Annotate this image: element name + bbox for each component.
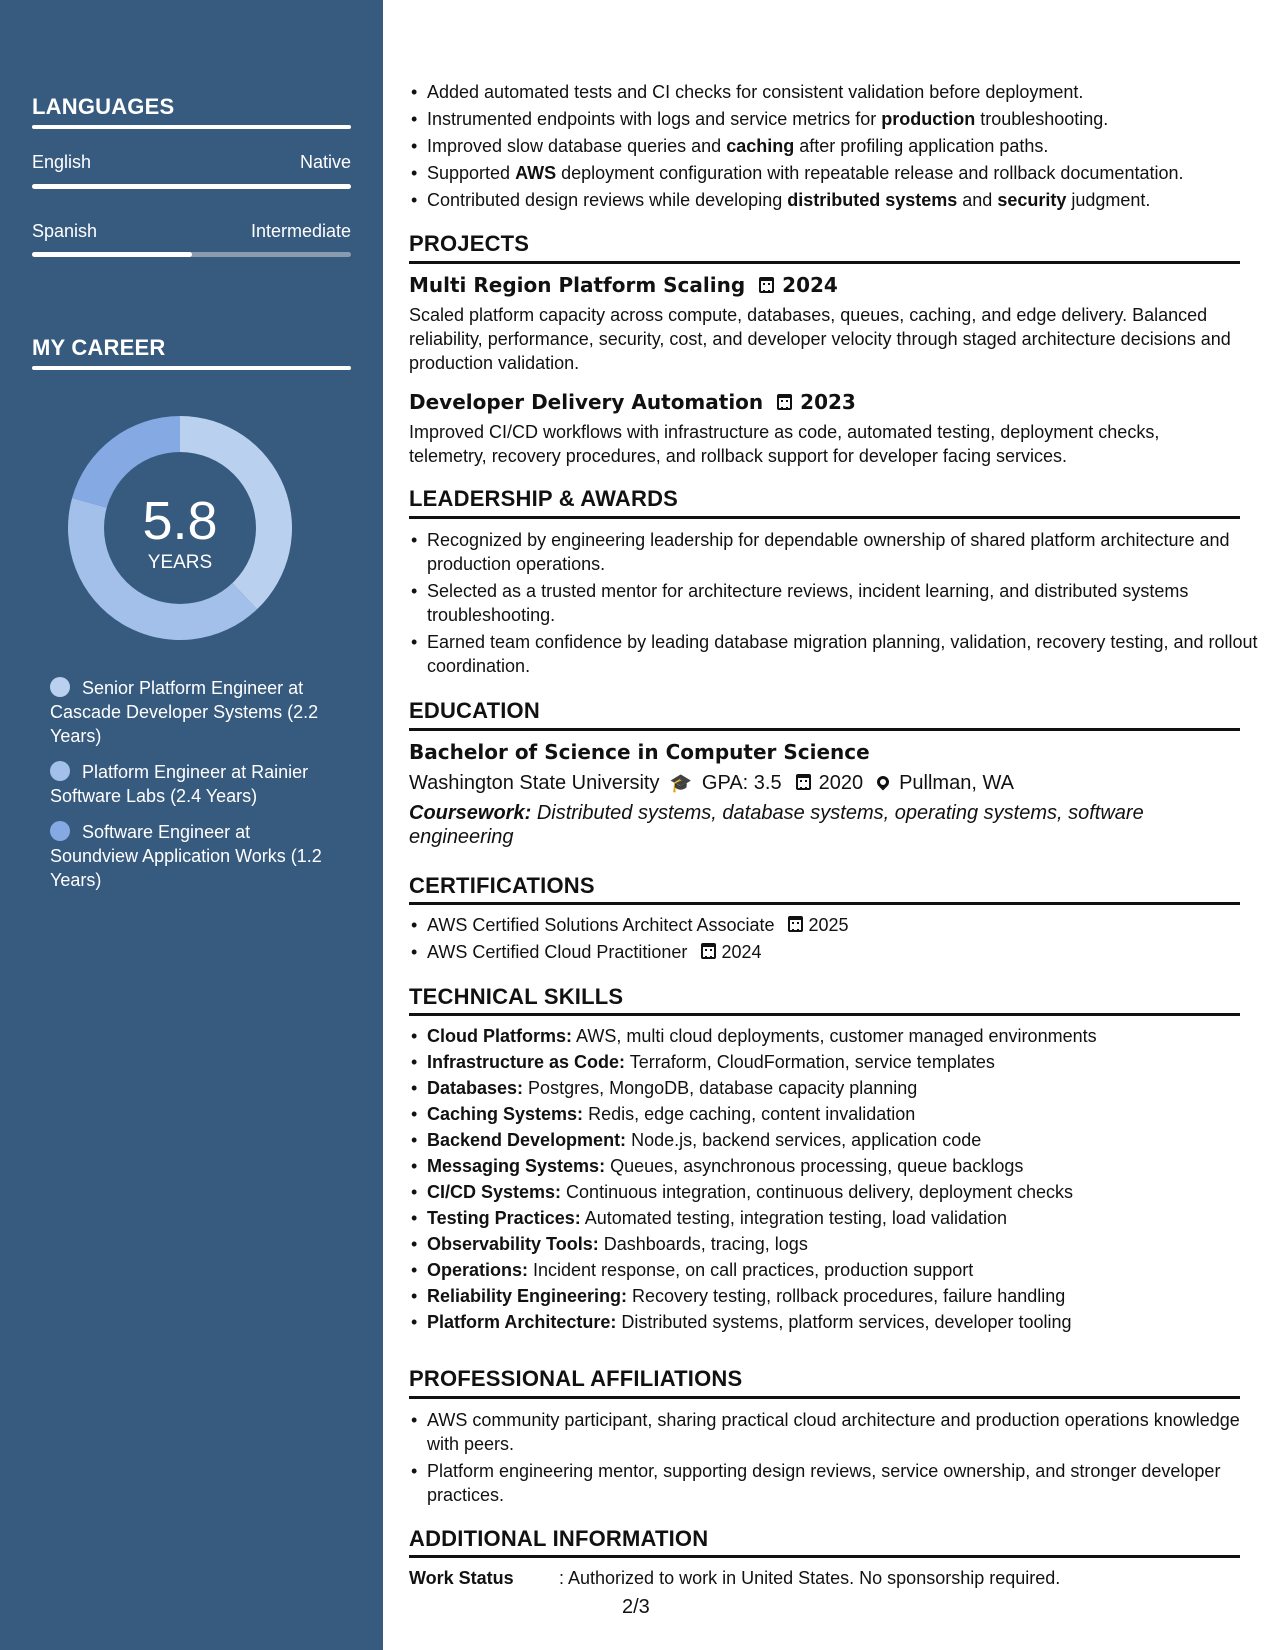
bold-keyword: distributed systems [787, 190, 958, 210]
skill-label: Testing Practices: [427, 1208, 581, 1228]
skill-value: Redis, edge caching, content invalidation [583, 1104, 916, 1124]
project-description: Improved CI/CD workflows with infrastructure as code, automated testing, deployment checks, telemetry, recovery procedures, and rollback support for developer facing services. [409, 422, 1160, 466]
skill-value: Continuous integration, continuous delivery, deployment checks [561, 1182, 1074, 1202]
career-item-label: Software Engineer at Soundview Application Works (1.2 Years) [50, 822, 322, 890]
language-bar-english [32, 184, 351, 189]
career-rule [32, 366, 351, 370]
bold-keyword: AWS [515, 163, 557, 183]
bullet-dot-icon [50, 761, 70, 781]
affiliations-rule [409, 1396, 1240, 1399]
skill-value: Distributed systems, platform services, developer tooling [616, 1312, 1072, 1332]
career-item-label: Senior Platform Engineer at Cascade Developer Systems (2.2 Years) [50, 678, 319, 746]
degree-title: Bachelor of Science in Computer Science [409, 740, 870, 764]
career-item [50, 676, 340, 748]
project-year: 2024 [782, 273, 838, 297]
project-description: Scaled platform capacity across compute, databases, queues, caching, and edge delivery. Balanced reliability, performance, security, cost, and developer velocity through staged architecture decisions and production validation. [409, 305, 1231, 373]
career-total-value: 5.8 [142, 491, 218, 551]
text-fragment: judgment. [1066, 190, 1151, 210]
skill-label: Messaging Systems: [427, 1156, 606, 1176]
calendar-icon [759, 277, 774, 293]
location-pin-icon [875, 774, 892, 791]
coursework [409, 801, 1241, 849]
language-bar-fill [32, 184, 351, 189]
skills-rule [409, 1013, 1240, 1016]
language-row-english [32, 152, 351, 173]
certifications-rule [409, 902, 1240, 905]
project-title-row [409, 273, 1241, 297]
career-donut-chart [66, 414, 294, 642]
list-item [427, 1154, 1259, 1178]
language-level: Intermediate [250, 221, 351, 241]
project-title: Developer Delivery Automation [409, 390, 764, 414]
skill-value: Recovery testing, rollback procedures, failure handling [627, 1286, 1066, 1306]
project-title-row [409, 390, 1241, 414]
list-item [427, 1258, 1259, 1282]
skills-list [409, 1024, 1259, 1336]
list-item [427, 1180, 1259, 1204]
list-item [427, 940, 1259, 964]
project-year: 2023 [800, 390, 856, 414]
skill-label: CI/CD Systems: [427, 1182, 562, 1202]
cert-year: 2024 [721, 942, 762, 962]
certifications-heading: CERTIFICATIONS [409, 873, 595, 898]
skill-label: Reliability Engineering: [427, 1286, 628, 1306]
affiliations-list [409, 1408, 1259, 1510]
graduation-year: 2020 [818, 772, 864, 794]
work-status-label: Work Status [409, 1568, 514, 1588]
graduation-cap-icon: 🎓 [669, 773, 692, 793]
bold-keyword: security [997, 190, 1067, 210]
career-item [50, 760, 340, 808]
text-fragment: and [957, 190, 998, 210]
career-list [50, 676, 340, 904]
skill-label: Infrastructure as Code: [427, 1052, 626, 1072]
list-item [427, 1232, 1259, 1256]
bold-keyword: caching [726, 136, 795, 156]
school-name: Washington State University [409, 772, 660, 794]
skill-label: Observability Tools: [427, 1234, 599, 1254]
languages-heading: LANGUAGES [32, 94, 175, 119]
leadership-list [409, 528, 1259, 681]
projects-heading: PROJECTS [409, 231, 530, 256]
list-item [427, 1206, 1259, 1230]
text-fragment: Added automated tests and CI checks for consistent validation before deployment. [427, 82, 1084, 102]
gpa: GPA: 3.5 [701, 772, 782, 794]
list-item [427, 1284, 1259, 1308]
projects-rule [409, 261, 1240, 264]
list-item [427, 1076, 1259, 1100]
work-status-value: : Authorized to work in United States. No sponsorship required. [559, 1568, 1061, 1588]
skill-label: Databases: [427, 1078, 524, 1098]
cert-name: AWS Certified Cloud Practitioner [427, 942, 688, 962]
list-item [427, 1310, 1259, 1334]
skill-label: Backend Development: [427, 1130, 627, 1150]
skill-value: Automated testing, integration testing, load validation [580, 1208, 1008, 1228]
work-status-row [409, 1566, 1241, 1590]
skill-value: Incident response, on call practices, production support [528, 1260, 974, 1280]
project-title: Multi Region Platform Scaling [409, 273, 746, 297]
bullet-dot-icon [50, 821, 70, 841]
text-fragment: after profiling application paths. [794, 136, 1049, 156]
calendar-icon [701, 943, 716, 959]
calendar-icon [788, 916, 803, 932]
language-row-spanish [32, 221, 351, 242]
text-fragment: Contributed design reviews while developing [427, 190, 788, 210]
certifications-list [409, 913, 1259, 967]
language-bar-fill [32, 252, 192, 257]
skill-value: Postgres, MongoDB, database capacity planning [523, 1078, 918, 1098]
text-fragment: Improved slow database queries and [427, 136, 727, 156]
cert-year: 2025 [808, 915, 849, 935]
list-item [427, 134, 1259, 158]
language-name: English [32, 152, 92, 172]
page-number: 2/3 [622, 1596, 650, 1618]
language-bar-spanish [32, 252, 351, 257]
list-item [427, 161, 1259, 185]
sidebar [0, 0, 383, 1650]
location: Pullman, WA [899, 772, 1014, 794]
coursework-label: Coursework: [409, 802, 532, 824]
list-item [427, 188, 1259, 212]
language-level: Native [299, 152, 351, 172]
calendar-icon [796, 774, 811, 790]
skill-value: AWS, multi cloud deployments, customer managed environments [572, 1026, 1097, 1046]
skill-label: Cloud Platforms: [427, 1026, 573, 1046]
education-details [409, 771, 1241, 795]
skills-heading: TECHNICAL SKILLS [409, 984, 624, 1009]
skill-value: Dashboards, tracing, logs [598, 1234, 808, 1254]
list-item: • Selected as a trusted mentor for architecture reviews, incident learning, and distributed systems troubleshooting. [427, 579, 1259, 627]
career-item [50, 820, 340, 892]
leadership-rule [409, 516, 1240, 519]
skill-label: Caching Systems: [427, 1104, 584, 1124]
skill-label: Platform Architecture: [427, 1312, 617, 1332]
leadership-heading: LEADERSHIP & AWARDS [409, 486, 679, 511]
education-heading: EDUCATION [409, 698, 540, 723]
list-item [427, 80, 1259, 104]
text-fragment: troubleshooting. [975, 109, 1109, 129]
skill-label: Operations: [427, 1260, 529, 1280]
education-rule [409, 728, 1240, 731]
list-item [427, 913, 1259, 937]
career-total-unit: YEARS [147, 552, 213, 573]
skill-value: Queues, asynchronous processing, queue backlogs [605, 1156, 1024, 1176]
list-item: • Earned team confidence by leading database migration planning, validation, recovery testing, and rollout coordination. [427, 630, 1259, 678]
bold-keyword: production [881, 109, 976, 129]
career-heading: MY CAREER [32, 335, 166, 360]
text-fragment: Instrumented endpoints with logs and service metrics for [427, 109, 882, 129]
list-item [427, 1102, 1259, 1126]
language-name: Spanish [32, 221, 98, 241]
text-fragment: deployment configuration with repeatable release and rollback documentation. [556, 163, 1184, 183]
coursework-text: Distributed systems, database systems, operating systems, software engineering [409, 802, 1144, 848]
additional-heading: ADDITIONAL INFORMATION [409, 1526, 709, 1551]
list-item [427, 1050, 1259, 1074]
list-item [427, 1024, 1259, 1048]
skill-value: Node.js, backend services, application code [626, 1130, 982, 1150]
skill-value: Terraform, CloudFormation, service templates [625, 1052, 995, 1072]
affiliations-heading: PROFESSIONAL AFFILIATIONS [409, 1366, 743, 1391]
career-item-label: Platform Engineer at Rainier Software Labs (2.4 Years) [50, 762, 309, 806]
list-item [427, 1128, 1259, 1152]
experience-bullets [409, 80, 1259, 215]
text-fragment: Supported [427, 163, 516, 183]
list-item: • Platform engineering mentor, supporting design reviews, service ownership, and stronger developer practices. [427, 1459, 1259, 1507]
bullet-dot-icon [50, 677, 70, 697]
cert-name: AWS Certified Solutions Architect Associate [427, 915, 775, 935]
additional-rule [409, 1555, 1240, 1558]
calendar-icon [777, 394, 792, 410]
list-item: • AWS community participant, sharing practical cloud architecture and production operations knowledge with peers. [427, 1408, 1259, 1456]
list-item [427, 107, 1259, 131]
list-item: • Recognized by engineering leadership for dependable ownership of shared platform architecture and production operations. [427, 528, 1259, 576]
languages-rule [32, 125, 351, 129]
